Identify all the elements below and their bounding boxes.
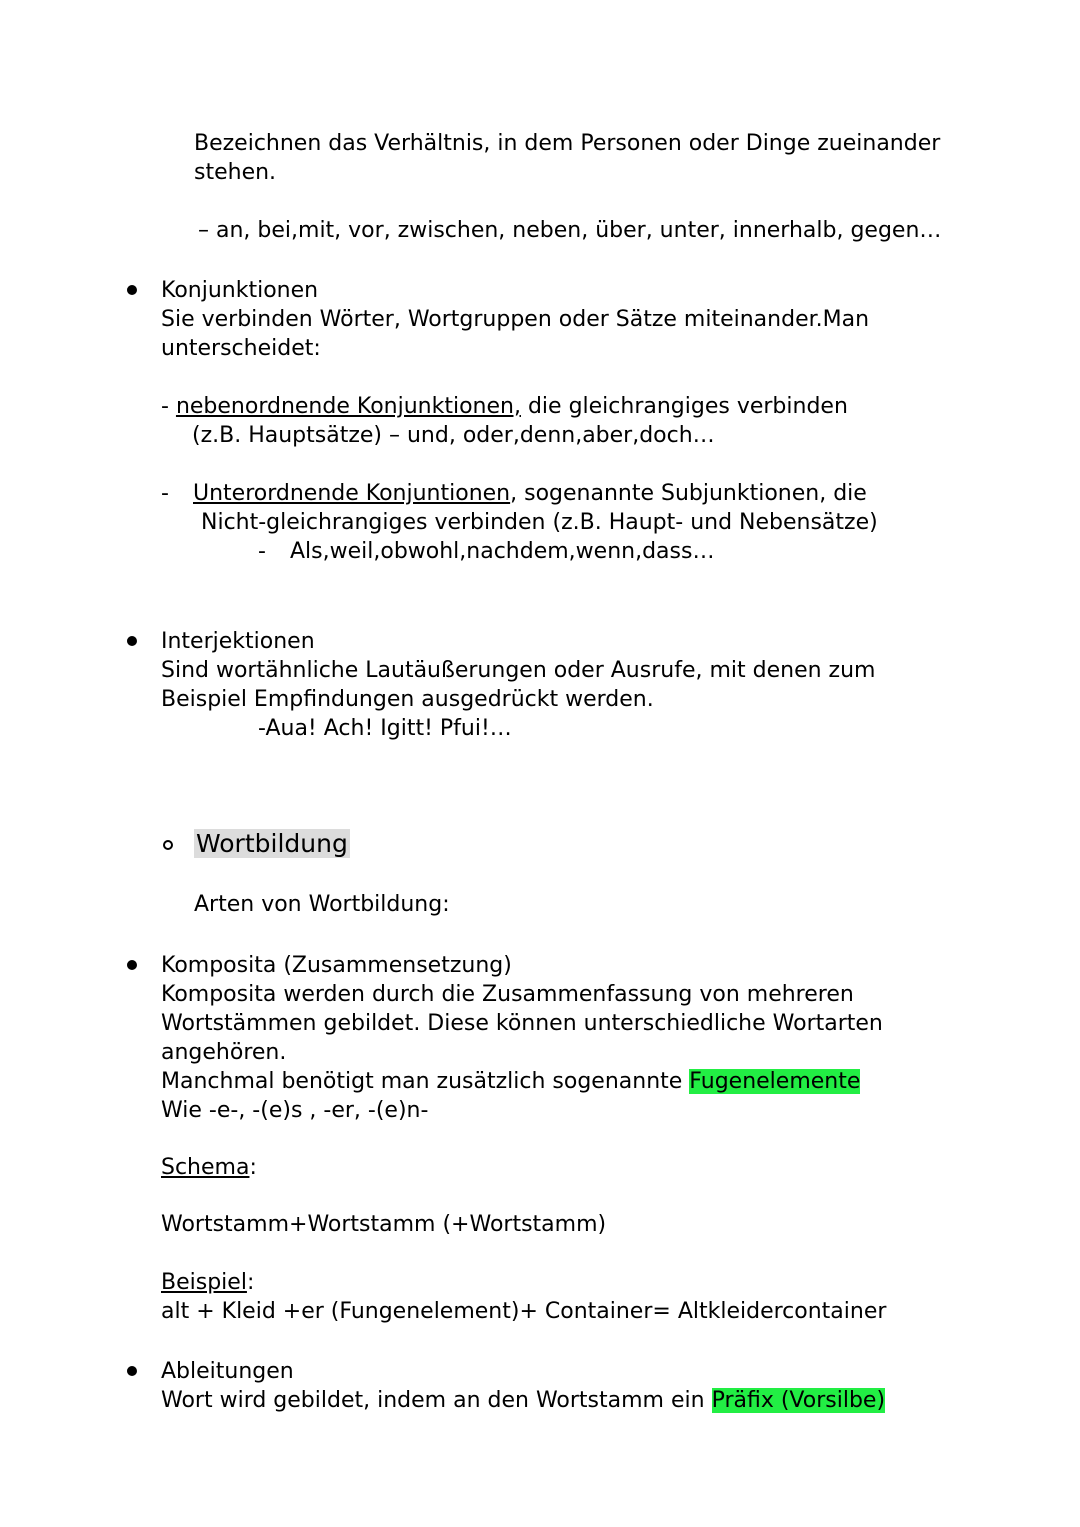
interj-title: Interjektionen [161,629,315,654]
abl-title: Ableitungen [161,1359,294,1384]
bullet-icon [127,285,137,295]
komp-line5: Wie -e-, -(e)s , -er, -(e)n- [161,1098,429,1123]
komp-line2: Wortstämmen gebildet. Diese können unterschiedliche Wortarten [161,1011,883,1036]
interj-desc-line2: Beispiel Empfindungen ausgedrückt werden. [161,687,654,712]
konj-unter-ex-dash: - [258,539,266,564]
komp-beispiel-colon: : [246,1270,255,1295]
komp-line1: Komposita werden durch die Zusammenfassung von mehreren [161,982,854,1007]
konj-neben-rest: die gleichrangiges verbinden [520,394,848,419]
bullet-icon [127,960,137,970]
konj-unter-examples: Als,weil,obwohl,nachdem,wenn,dass… [290,539,715,564]
konj-unter-rest: , sogenannte Subjunktionen, die [510,481,867,506]
komp-schema-label [161,1153,257,1182]
komp-beispiel-label-text: Beispiel [161,1270,247,1295]
abl-line1-pre: Wort wird gebildet, indem an den Wortstamm ein [161,1388,712,1413]
komp-line4-pre: Manchmal benötigt man zusätzlich sogenannte [161,1069,690,1094]
konj-neben-line1 [161,392,848,421]
wortbildung-heading [194,828,350,860]
bullet-icon [127,1366,137,1376]
komp-beispiel-label [161,1268,254,1297]
konj-unter-term: Unterordnende Konjuntionen [193,481,511,506]
komp-fugenelemente-highlight: Fugenelemente [689,1069,861,1094]
konj-neben-line2: (z.B. Hauptsätze) – und, oder,denn,aber,doch… [192,423,715,448]
komp-schema-colon: : [249,1155,257,1180]
wortbildung-heading-text: Wortbildung [196,829,348,858]
interj-desc-line1: Sind wortähnliche Lautäußerungen oder Ausrufe, mit denen zum [161,658,876,683]
konj-title: Konjunktionen [161,278,319,303]
komp-schema-label-text: Schema [161,1155,250,1180]
praep-desc-line1: Bezeichnen das Verhältnis, in dem Personen oder Dinge zueinander [194,131,941,156]
konj-unter-dash: - [161,481,169,506]
konj-desc-line2: unterscheidet: [161,336,321,361]
abl-praefix-highlight: Präfix (Vorsilbe) [711,1388,886,1413]
circle-bullet-icon [163,840,173,850]
komp-schema: Wortstamm+Wortstamm (+Wortstamm) [161,1212,607,1237]
interj-examples: -Aua! Ach! Igitt! Pfui!… [258,716,512,741]
konj-unter-line2: Nicht-gleichrangiges verbinden (z.B. Haupt- und Nebensätze) [201,510,878,535]
konj-desc-line1: Sie verbinden Wörter, Wortgruppen oder Sätze miteinander.Man [161,307,870,332]
konj-unter-line1 [193,479,867,508]
konj-neben-dash: - [161,394,169,419]
bullet-icon [127,636,137,646]
komp-line3: angehören. [161,1040,287,1065]
wortbildung-subheading: Arten von Wortbildung: [194,892,450,917]
abl-line1 [161,1386,885,1415]
konj-neben-term: nebenordnende Konjunktionen, [175,394,521,419]
komp-beispiel: alt + Kleid +er (Fungenelement)+ Container= Altkleidercontainer [161,1299,887,1324]
praep-examples: – an, bei,mit, vor, zwischen, neben, über, unter, innerhalb, gegen… [198,218,942,243]
komp-title: Komposita (Zusammensetzung) [161,953,512,978]
praep-desc-line2: stehen. [194,160,277,185]
komp-line4 [161,1067,860,1096]
